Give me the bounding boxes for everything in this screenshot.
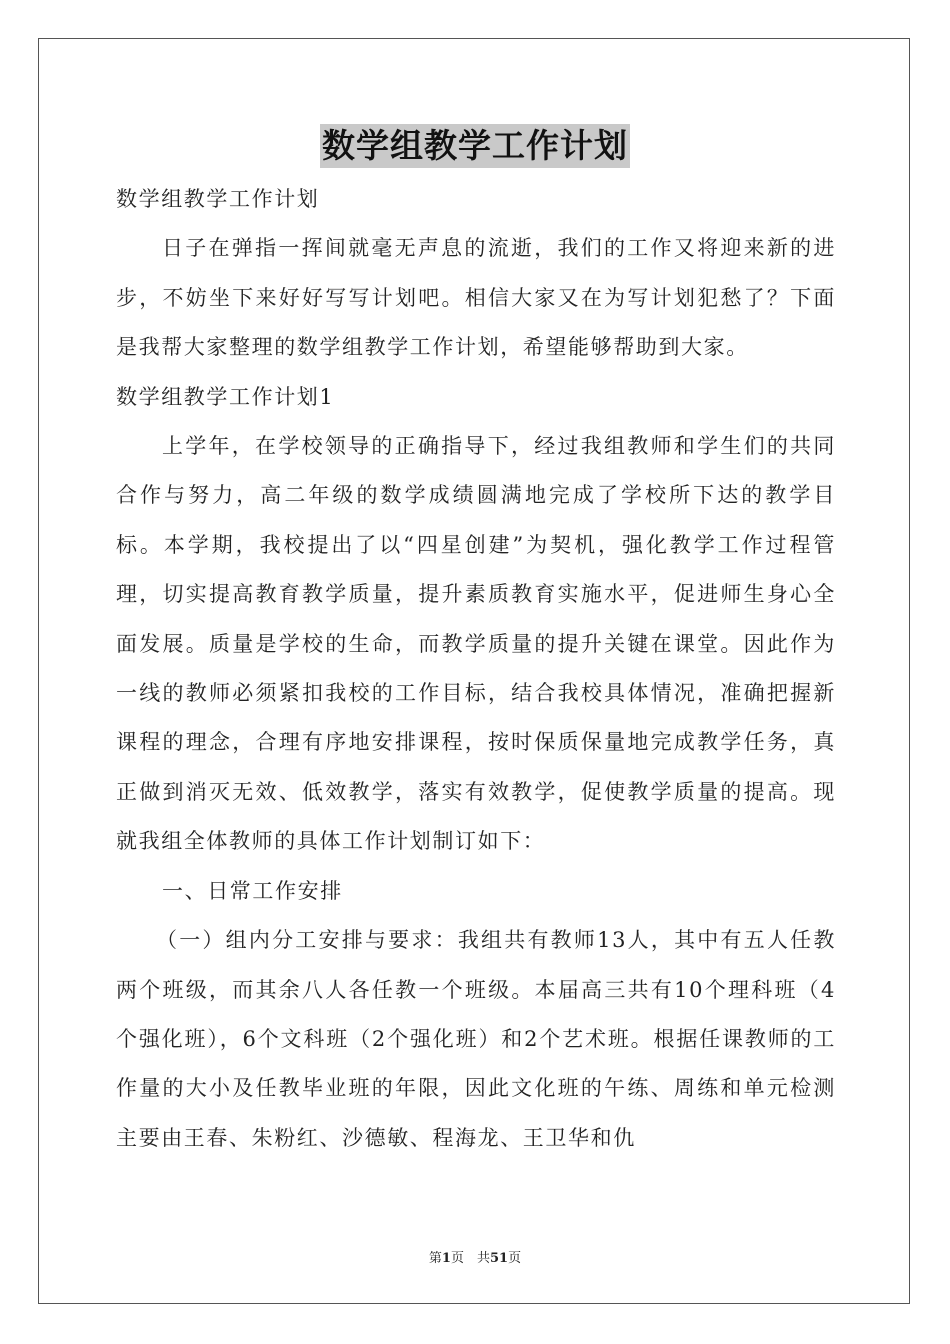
document-body [116, 175, 836, 1163]
footer-prefix: 第 [428, 1251, 442, 1266]
footer-total-pages: 51 [489, 1251, 509, 1266]
plan-1-paragraph: 上学年，在学校领导的正确指导下，经过我组教师和学生们的共同合作与努力，高二年级的数学成绩圆满地完成了学校所下达的教学目标。本学期，我校提出了以“四星创建”为契机，强化教学工作过程管理，切实提高教育教学质量，提升素质教育实施水平，促进师生身心全面发展。质量是学校的生命，而教学质量的提升关键在课堂。因此作为一线的教师必须紧扣我校的工作目标，结合我校具体情况，准确把握新课程的理念，合理有序地安排课程，按时保质保量地完成教学任务，真正做到消灭无效、低效教学，落实有效教学，促使教学质量的提高。现就我组全体教师的具体工作计划制订如下： [116, 434, 836, 854]
division-of-work-paragraph: （一）组内分工安排与要求：我组共有教师13人，其中有五人任教两个班级，而其余八人各任教一个班级。本届高三共有10个理科班（4个强化班），6个文科班（2个强化班）和2个艺术班。根据任课教师的工作量的大小及任教毕业班的年限，因此文化班的午练、周练和单元检测主要由王春、朱粉红、沙德敏、程海龙、王卫华和仇 [116, 928, 836, 1150]
document-title: 数学组教学工作计划 [320, 124, 630, 168]
section-heading-daily-work: 一、日常工作安排 [162, 878, 343, 903]
document-subtitle: 数学组教学工作计划 [116, 187, 320, 211]
page-footer [0, 1247, 950, 1266]
section-heading-plan-1: 数学组教学工作计划1 [116, 384, 335, 409]
footer-suffix: 页 [508, 1251, 522, 1266]
footer-mid: 页 共 [450, 1251, 490, 1266]
title-container [0, 124, 950, 168]
footer-current-page: 1 [441, 1251, 451, 1266]
intro-paragraph: 日子在弹指一挥间就毫无声息的流逝，我们的工作又将迎来新的进步，不妨坐下来好好写写计划吧。相信大家又在为写计划犯愁了？下面是我帮大家整理的数学组教学工作计划，希望能够帮助到大家。 [116, 236, 836, 360]
